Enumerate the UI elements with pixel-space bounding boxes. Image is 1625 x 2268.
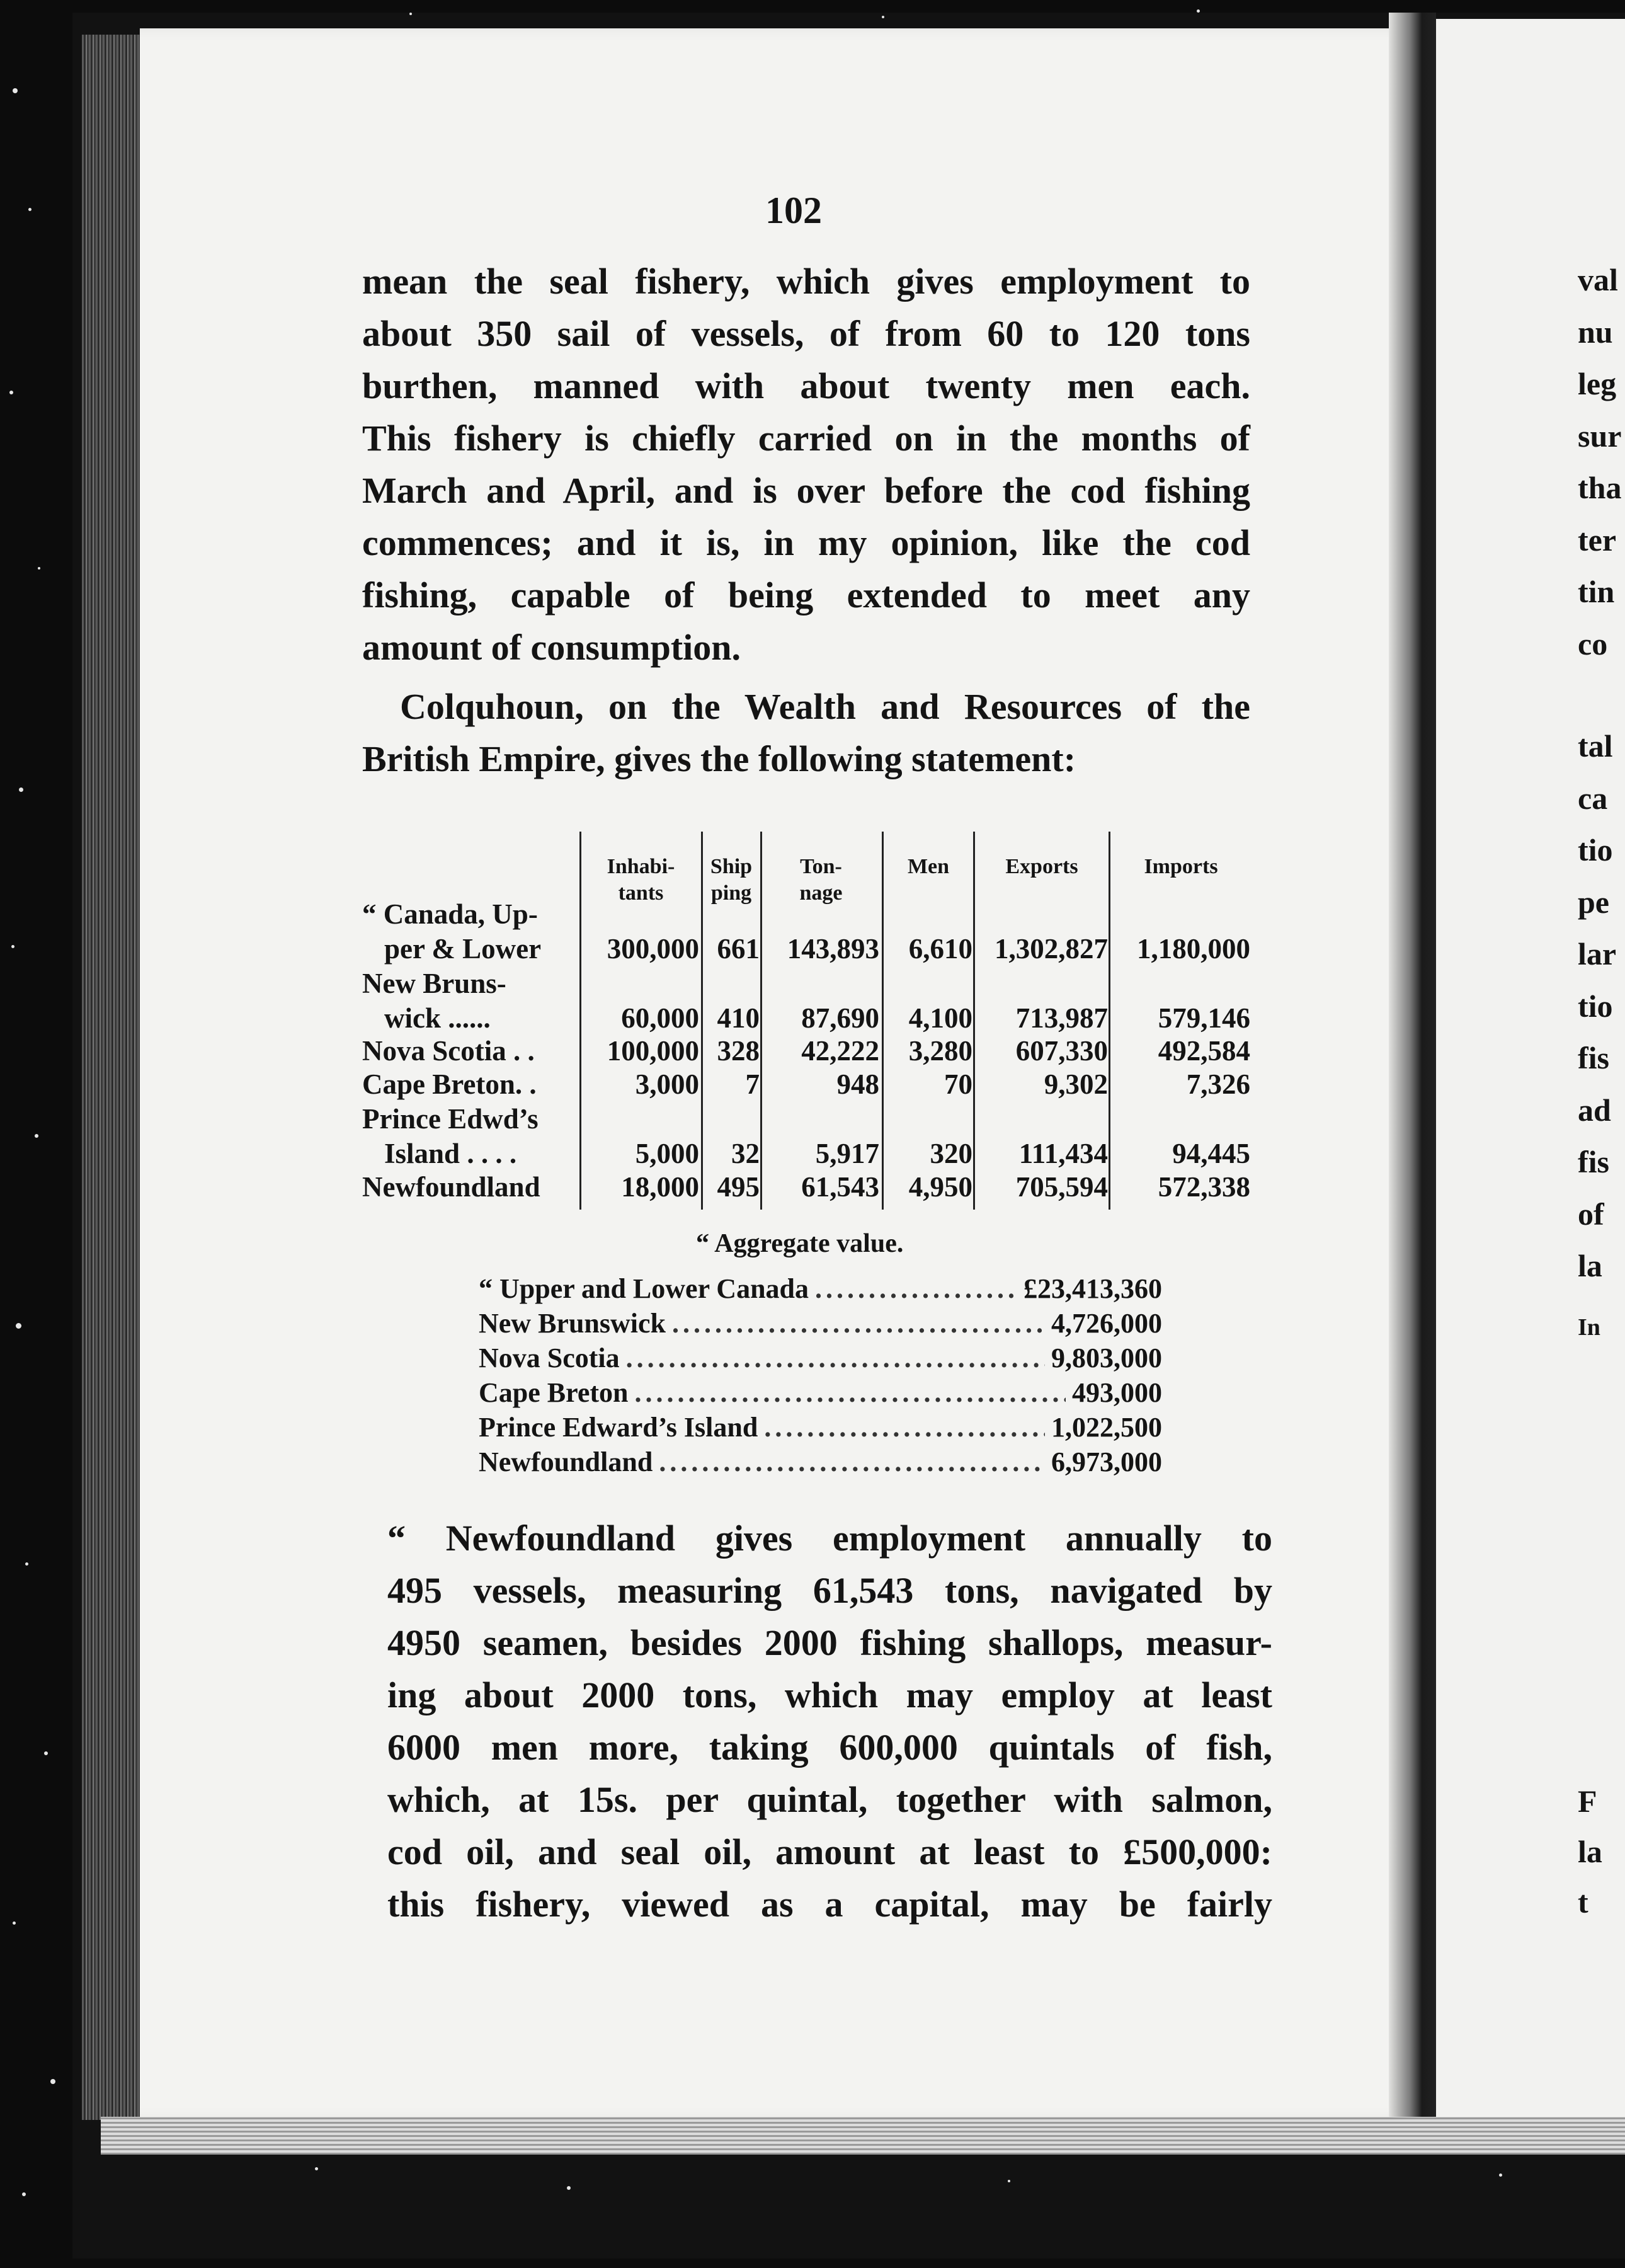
paragraph-newfoundland [387, 1512, 1272, 1930]
aggregate-name: New Brunswick [479, 1308, 666, 1339]
text-line: 4950 seamen, besides 2000 fishing shallops, measur- [387, 1622, 1272, 1663]
scan-speck [1008, 2180, 1010, 2182]
facing-text-fragment: F [1578, 1784, 1597, 1819]
table-cell: 492,584 [1158, 1035, 1250, 1067]
facing-text-fragment: la [1578, 1834, 1602, 1869]
header-line: Imports [1144, 855, 1218, 878]
page-number: 102 [765, 190, 822, 231]
table-cell: 300,000 [607, 933, 699, 965]
table-cell: 4,100 [908, 1002, 972, 1034]
table-cell: 3,280 [908, 1035, 972, 1067]
column-divider [882, 832, 884, 1210]
aggregate-name: Newfoundland [479, 1446, 653, 1477]
facing-text-fragment: In [1578, 1314, 1600, 1341]
page-stack-bottom-edge [101, 2117, 1625, 2155]
book-gutter [1389, 13, 1436, 2129]
aggregate-name: Cape Breton [479, 1377, 629, 1408]
table-cell: 100,000 [607, 1035, 699, 1067]
scan-speck [1499, 2174, 1502, 2177]
header-line: ping [710, 881, 752, 905]
row-label: New Bruns- [362, 968, 506, 999]
facing-text-fragment: sur [1578, 418, 1622, 454]
table-cell: 3,000 [635, 1068, 699, 1100]
facing-text-fragment: fis [1578, 1040, 1609, 1075]
aggregate-value: £23,413,360 [1023, 1273, 1162, 1304]
facing-text-fragment: tal [1578, 728, 1613, 764]
text-line: which, at 15s. per quintal, together with salmon, [387, 1779, 1272, 1820]
scan-speck [50, 2079, 55, 2084]
text-line: This fishery is chiefly carried on in the months of [362, 418, 1250, 459]
scan-speck [25, 1562, 28, 1566]
facing-text-fragment: ad [1578, 1092, 1611, 1128]
dot-leader [672, 1307, 1045, 1339]
scan-speck [44, 1751, 48, 1755]
table-cell: 320 [930, 1138, 972, 1169]
table-cell: 410 [717, 1002, 760, 1034]
aggregate-value: 9,803,000 [1051, 1343, 1162, 1373]
header-line: Ton- [800, 855, 842, 878]
column-divider [760, 832, 762, 1210]
table-cell: 705,594 [1015, 1171, 1108, 1203]
row-label: wick ...... [384, 1002, 491, 1034]
header-line: Exports [1005, 855, 1078, 878]
table-cell: 70 [944, 1068, 972, 1100]
row-label: Newfoundland [362, 1171, 540, 1203]
table-cell: 94,445 [1172, 1138, 1250, 1169]
column-divider [973, 832, 975, 1210]
scan-speck [1197, 9, 1200, 13]
facing-text-fragment: ca [1578, 781, 1608, 816]
row-label: Nova Scotia . . [362, 1035, 535, 1067]
facing-text-fragment: tin [1578, 574, 1615, 609]
scan-speck [9, 391, 13, 394]
scan-speck [35, 1134, 38, 1138]
text-line: burthen, manned with about twenty men each. [362, 365, 1250, 406]
scan-speck [28, 208, 31, 211]
aggregate-row [479, 1411, 1162, 1446]
aggregate-value: 493,000 [1072, 1377, 1162, 1408]
table-cell: 111,434 [1018, 1138, 1108, 1169]
table-cell: 7,326 [1186, 1068, 1250, 1100]
column-divider [1109, 832, 1110, 1210]
table-cell: 5,917 [815, 1138, 879, 1169]
row-label: “ Canada, Up- [362, 898, 538, 930]
row-label: Cape Breton. . [362, 1068, 537, 1100]
table-cell: 661 [717, 933, 760, 965]
text-line: “ Newfoundland gives employment annually to [387, 1518, 1272, 1559]
facing-text-fragment: co [1578, 626, 1608, 662]
statistics-table [362, 832, 1275, 1210]
aggregate-name: Nova Scotia [479, 1343, 620, 1373]
text-line: fishing, capable of being extended to meet any [362, 575, 1250, 616]
paragraph-colquhoun [362, 680, 1250, 785]
dot-leader [626, 1342, 1045, 1374]
row-label: per & Lower [384, 933, 542, 965]
text-line: amount of consumption. [362, 627, 741, 668]
dot-leader [815, 1273, 1017, 1305]
page-stack-left-edge [82, 35, 142, 2120]
column-header-men [884, 854, 972, 880]
facing-text-fragment: ter [1578, 522, 1617, 558]
dot-leader [659, 1446, 1045, 1478]
aggregate-value: 1,022,500 [1051, 1412, 1162, 1443]
facing-text-fragment: la [1578, 1248, 1602, 1283]
aggregate-value: 4,726,000 [1051, 1308, 1162, 1339]
text-line: March and April, and is over before the cod fishing [362, 470, 1250, 511]
facing-text-fragment: val [1578, 262, 1618, 297]
text-line: 495 vessels, measuring 61,543 tons, navigated by [387, 1570, 1272, 1611]
facing-text-fragment: pe [1578, 885, 1609, 920]
aggregate-value: 6,973,000 [1051, 1446, 1162, 1477]
table-cell: 143,893 [787, 933, 879, 965]
aggregate-name: “ Upper and Lower Canada [479, 1273, 809, 1304]
facing-text-fragment: t [1578, 1884, 1588, 1920]
aggregate-list [479, 1273, 1162, 1480]
text-line: ing about 2000 tons, which may employ at least [387, 1675, 1272, 1715]
text-line: commences; and it is, in my opinion, like the cod [362, 522, 1250, 563]
table-cell: 6,610 [908, 933, 972, 965]
facing-text-fragment: fis [1578, 1144, 1609, 1179]
facing-text-fragment: tha [1578, 470, 1622, 505]
table-cell: 42,222 [801, 1035, 879, 1067]
header-line: tants [618, 881, 664, 905]
scan-speck [315, 2167, 318, 2170]
table-cell: 61,543 [801, 1171, 879, 1203]
table-cell: 948 [836, 1068, 879, 1100]
column-divider [579, 832, 581, 1210]
table-cell: 7 [745, 1068, 760, 1100]
dot-leader [635, 1377, 1066, 1409]
dot-leader [764, 1411, 1045, 1443]
table-cell: 607,330 [1015, 1035, 1108, 1067]
text-line: this fishery, viewed as a capital, may be fairly [387, 1884, 1272, 1925]
text-line: Colquhoun, on the Wealth and Resources of the [400, 686, 1250, 727]
text-line: British Empire, gives the following statement: [362, 738, 1076, 779]
scan-speck [882, 16, 884, 18]
aggregate-row [479, 1273, 1162, 1307]
column-header-inhabitants [583, 854, 699, 907]
scan-speck [13, 1922, 16, 1925]
facing-text-fragment: tio [1578, 988, 1613, 1024]
scan-speck [16, 1323, 21, 1329]
text-line: about 350 sail of vessels, of from 60 to 120 tons [362, 313, 1250, 354]
table-cell: 495 [717, 1171, 760, 1203]
table-cell: 579,146 [1158, 1002, 1250, 1034]
table-cell: 9,302 [1044, 1068, 1108, 1100]
aggregate-row [479, 1446, 1162, 1480]
table-cell: 87,690 [801, 1002, 879, 1034]
header-line: Ship [710, 855, 753, 878]
scan-speck [567, 2186, 571, 2190]
column-header-imports [1112, 854, 1250, 880]
scan-speck [22, 2192, 26, 2196]
table-cell: 1,302,827 [995, 933, 1108, 965]
table-cell: 713,987 [1015, 1002, 1108, 1034]
aggregate-row [479, 1307, 1162, 1342]
table-cell: 18,000 [621, 1171, 699, 1203]
text-line: cod oil, and seal oil, amount at least to £500,000: [387, 1831, 1272, 1872]
table-cell: 572,338 [1158, 1171, 1250, 1203]
table-cell: 32 [731, 1138, 760, 1169]
paragraph-seal-fishery [362, 255, 1250, 673]
aggregate-row [479, 1342, 1162, 1377]
scan-speck [38, 567, 40, 570]
scan-speck [11, 945, 14, 948]
table-cell: 1,180,000 [1137, 933, 1250, 965]
aggregate-title: “ Aggregate value. [696, 1229, 904, 1258]
row-label: Island . . . . [384, 1138, 517, 1169]
facing-text-fragment: tio [1578, 832, 1613, 868]
facing-text-fragment: of [1578, 1196, 1604, 1232]
aggregate-name: Prince Edward’s Island [479, 1412, 758, 1443]
table-cell: 5,000 [635, 1138, 699, 1169]
scan-speck [19, 788, 23, 792]
table-cell: 60,000 [621, 1002, 699, 1034]
scan-speck [13, 88, 18, 93]
facing-text-fragment: lar [1578, 936, 1617, 971]
facing-text-fragment: leg [1578, 366, 1617, 401]
column-header-exports [976, 854, 1108, 880]
table-cell: 328 [717, 1035, 760, 1067]
column-header-tonnage [763, 854, 879, 907]
aggregate-row [479, 1377, 1162, 1411]
scan-speck [409, 13, 412, 15]
header-line: nage [799, 881, 843, 905]
text-line: mean the seal fishery, which gives employment to [362, 261, 1250, 302]
header-line: Inhabi- [607, 855, 675, 878]
text-line: 6000 men more, taking 600,000 quintals of fish, [387, 1727, 1272, 1768]
table-cell: 4,950 [908, 1171, 972, 1203]
header-line: Men [907, 855, 950, 878]
facing-text-fragment: nu [1578, 314, 1613, 350]
column-header-shipping [703, 854, 760, 907]
row-label: Prince Edwd’s [362, 1103, 539, 1135]
